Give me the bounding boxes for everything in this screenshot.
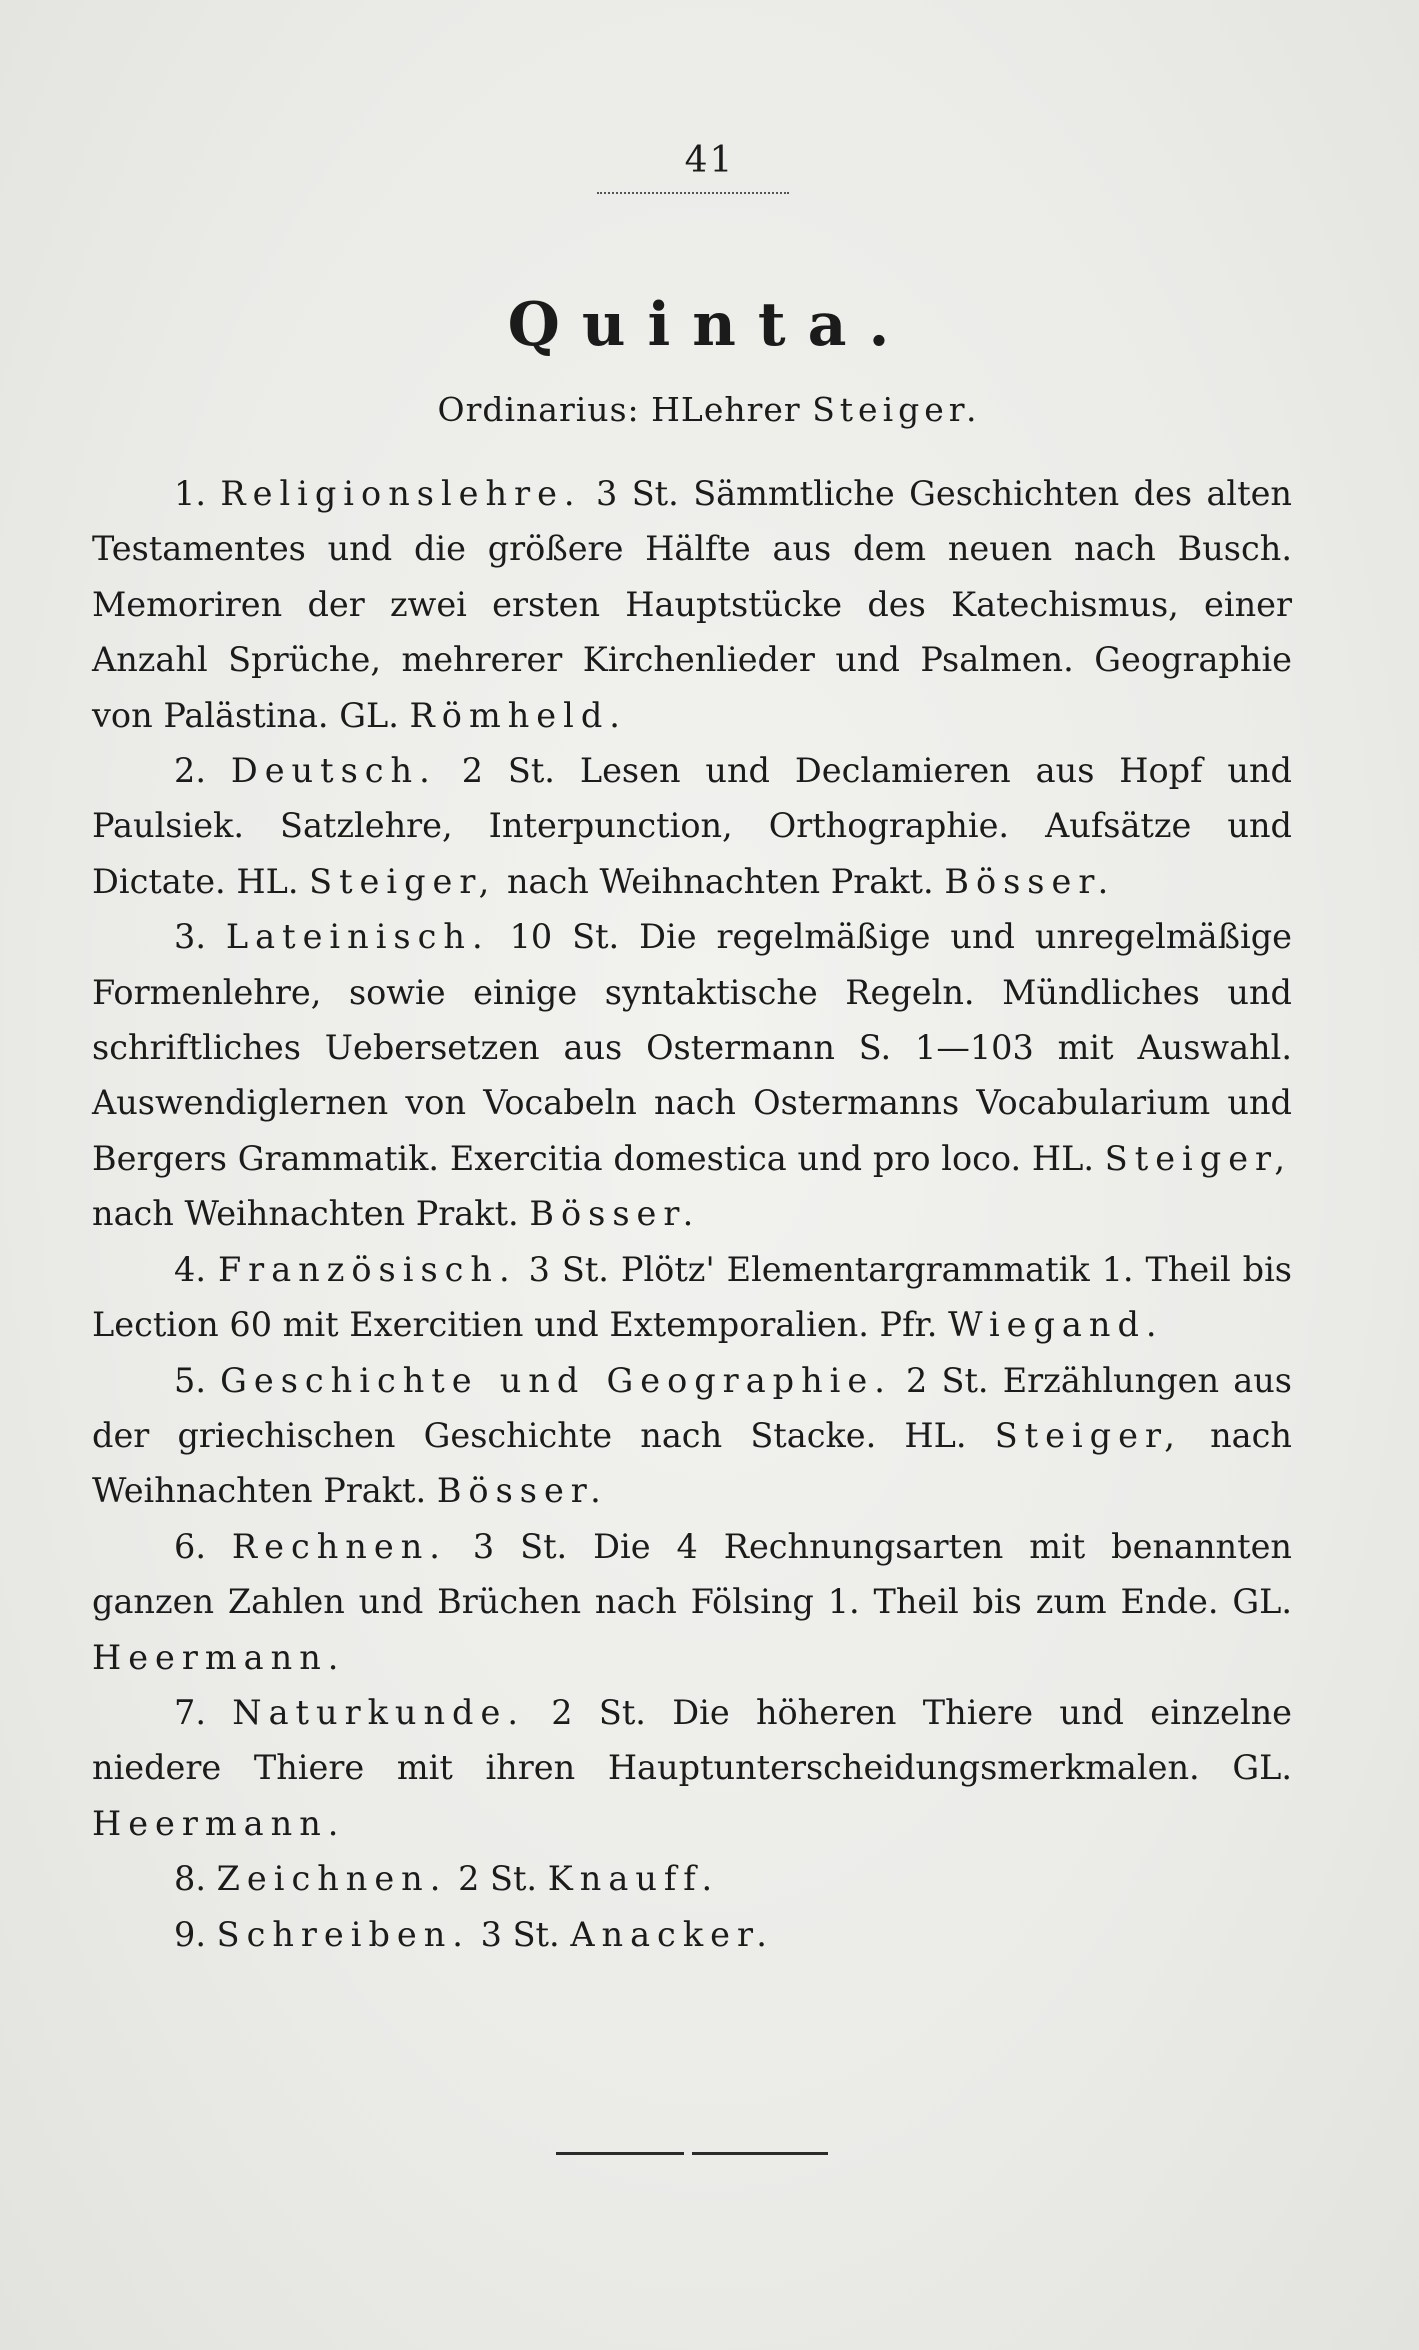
- ordinarius-role: HLehrer: [651, 390, 801, 429]
- section-text: 3 St. Die 4 Rechnungsarten mit benannten ganzen Zahlen und Brüchen nach Fölsing 1. Theil bis zum Ende. GL.: [92, 1526, 1292, 1622]
- section-subject: Zeichnen.: [216, 1859, 448, 1899]
- page-number: 41: [684, 140, 735, 181]
- section-text-continued: nach Weihnachten Prakt.: [92, 1194, 519, 1234]
- section-subject: Französisch.: [217, 1249, 517, 1289]
- section-teacher: Heermann.: [92, 1637, 346, 1677]
- section-text: 3 St.: [480, 1914, 560, 1954]
- ordinarius-label: Ordinarius:: [437, 390, 640, 429]
- section-text: 2 St. Lesen und Declamieren aus Hopf und Paulsiek. Satzlehre, Interpunction, Orthographie. Aufsätze und Dictate. HL.: [92, 751, 1293, 901]
- section-franzoesisch: [92, 1242, 1292, 1353]
- section-subject: Geschichte und Geographie.: [220, 1360, 892, 1400]
- section-number: 2.: [174, 751, 206, 791]
- section-teacher: Wiegand.: [948, 1305, 1164, 1345]
- section-religion: [92, 466, 1292, 743]
- section-text: 3 St. Sämmtliche Geschichten des alten Testamentes und die größere Hälfte aus dem neuen nach Busch. Memoriren der zwei ersten Hauptstücke des Katechismus, einer Anzahl Sprüche, mehrerer Kirchenlieder und Psalmen. Geographie von Palästina. GL.: [92, 474, 1292, 735]
- section-text: 2 St.: [458, 1859, 538, 1899]
- section-teacher: Anacker.: [570, 1914, 774, 1954]
- section-number: 8.: [174, 1859, 206, 1899]
- section-number: 4.: [174, 1249, 206, 1289]
- section-number: 3.: [174, 917, 206, 957]
- section-rechnen: [92, 1519, 1292, 1685]
- section-subject: Naturkunde.: [232, 1692, 525, 1732]
- section-text-continued: nach Weihnachten Prakt.: [92, 1415, 1292, 1511]
- section-number: 1.: [174, 474, 206, 513]
- section-subject: Deutsch.: [230, 751, 437, 791]
- section-teacher: Steiger,: [1104, 1138, 1292, 1178]
- section-teacher-second: Bösser.: [529, 1194, 701, 1234]
- section-teacher: Steiger,: [309, 861, 497, 901]
- section-schreiben: [92, 1907, 1292, 1962]
- section-number: 6.: [174, 1526, 206, 1566]
- section-subject: Schreiben.: [216, 1914, 470, 1954]
- section-teacher: Steiger,: [994, 1415, 1182, 1455]
- section-subject: Religionslehre.: [220, 474, 582, 513]
- section-teacher-second: Bösser.: [944, 861, 1116, 901]
- section-naturkunde: [92, 1685, 1292, 1851]
- header-rule: [597, 192, 789, 194]
- section-number: 7.: [174, 1692, 206, 1732]
- section-deutsch: [92, 743, 1292, 909]
- page-title: Quinta.: [507, 290, 912, 360]
- section-text: 3 St. Plötz' Elementargrammatik 1. Theil bis Lection 60 mit Exercitien und Extemporalien. Pfr.: [92, 1249, 1292, 1345]
- section-text-continued: nach Weihnachten Prakt.: [506, 861, 934, 901]
- section-text: 10 St. Die regelmäßige und unregelmäßige Formenlehre, sowie einige syntaktische Regeln. Mündliches und schriftliches Uebersetzen aus Ostermann S. 1—103 mit Auswahl. Auswendiglernen von Vocabeln nach Ostermanns Vocabularium und Bergers Grammatik. Exercitia domestica und pro loco. HL.: [92, 917, 1292, 1178]
- section-text: 2 St. Die höheren Thiere und einzelne niedere Thiere mit ihren Hauptunterscheidungsmerkmalen. GL.: [92, 1692, 1292, 1788]
- section-teacher: Heermann.: [92, 1803, 346, 1843]
- section-geschichte: [92, 1353, 1292, 1519]
- section-number: 5.: [174, 1360, 206, 1400]
- section-number: 9.: [174, 1914, 206, 1954]
- section-teacher: Römheld.: [409, 695, 627, 735]
- curriculum-text: [92, 466, 1292, 1962]
- section-subject: Lateinisch.: [225, 917, 490, 957]
- section-zeichnen: [92, 1851, 1292, 1906]
- ordinarius-name: Steiger.: [812, 390, 982, 429]
- end-rule-left: [556, 2152, 684, 2155]
- ordinarius-line: [0, 390, 1419, 429]
- section-text: 2 St. Erzählungen aus der griechischen Geschichte nach Stacke. HL.: [92, 1360, 1292, 1455]
- section-teacher-second: Bösser.: [436, 1471, 608, 1511]
- section-latein: [92, 909, 1292, 1241]
- section-subject: Rechnen.: [231, 1526, 447, 1566]
- section-teacher: Knauff.: [547, 1859, 720, 1899]
- end-rule: [556, 2152, 828, 2156]
- end-rule-right: [692, 2152, 828, 2155]
